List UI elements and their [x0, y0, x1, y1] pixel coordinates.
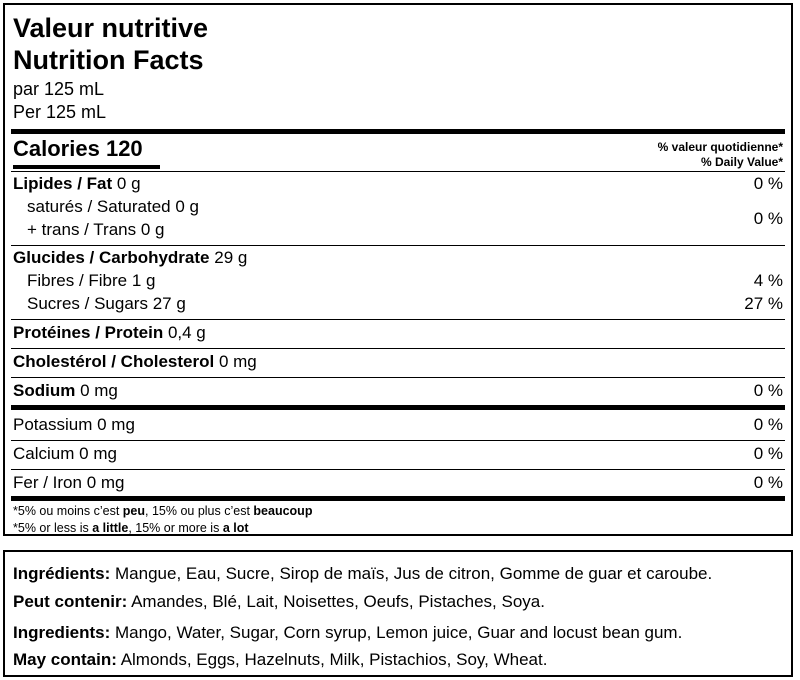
thick-divider-top: [11, 129, 785, 134]
sugars-label: Sucres / Sugars: [27, 294, 148, 313]
divider: [11, 245, 785, 246]
cholesterol-row: [13, 351, 257, 373]
footnote-fr-bold: peu: [122, 504, 146, 518]
divider: [11, 319, 785, 320]
fibre-amount: 1 g: [131, 271, 156, 290]
cholesterol-label: Cholestérol / Cholesterol: [13, 352, 215, 371]
contains-en-label: May contain:: [13, 650, 117, 669]
divider: [11, 171, 785, 172]
fibre-row: [27, 270, 156, 292]
divider: [11, 348, 785, 349]
sugars-amount: 27 g: [152, 294, 186, 313]
contains-fr-text: Amandes, Blé, Lait, Noisettes, Oeufs, Pistaches, Soya.: [127, 592, 545, 611]
divider: [11, 377, 785, 378]
fat-row: [13, 173, 141, 195]
divider: [11, 469, 785, 470]
fat-dv: 0 %: [753, 174, 783, 193]
sugars-row: [27, 293, 186, 315]
potassium-dv: 0 %: [753, 415, 783, 434]
fat-label: Lipides / Fat: [13, 174, 113, 193]
title-fr: Valeur nutritive: [13, 13, 209, 43]
calcium-label: Calcium: [13, 444, 75, 463]
fibre-dv: 4 %: [753, 271, 783, 290]
footnote-en-bold: a little: [92, 521, 129, 535]
contains-en: [13, 649, 547, 671]
footnote-en-text: *5% or less is: [13, 521, 93, 535]
sugars-dv: 27 %: [744, 294, 783, 313]
contains-en-text: Almonds, Eggs, Hazelnuts, Milk, Pistachios, Soy, Wheat.: [116, 650, 548, 669]
carb-row: [13, 247, 247, 269]
footnote-en-text: , 15% or more is: [128, 521, 223, 535]
footnote-fr: [13, 502, 312, 520]
sodium-label: Sodium: [13, 381, 76, 400]
saturated-amount: 0 g: [175, 197, 200, 216]
calories-value: 120: [105, 136, 143, 161]
calories-underline: [13, 165, 160, 169]
footnote-fr-text: , 15% ou plus c’est: [145, 504, 254, 518]
cholesterol-amount: 0 mg: [218, 352, 257, 371]
carb-amount: 29 g: [214, 248, 248, 267]
sodium-row: [13, 380, 118, 402]
divider: [11, 440, 785, 441]
ingredients-en-label: Ingredients:: [13, 623, 111, 642]
sodium-amount: 0 mg: [80, 381, 118, 400]
fibre-label: Fibres / Fibre: [27, 271, 128, 290]
serving-fr: par 125 mL: [13, 79, 105, 99]
calories-label: Calories: [13, 136, 100, 161]
iron-row: [13, 472, 125, 494]
dv-header-fr: % valeur quotidienne*: [657, 140, 783, 154]
footnote-fr-bold: beaucoup: [253, 504, 313, 518]
iron-label: Fer / Iron: [13, 473, 82, 492]
iron-dv: 0 %: [753, 473, 783, 492]
ingredients-fr-label: Ingrédients:: [13, 564, 111, 583]
trans-label: + trans / Trans: [27, 220, 137, 239]
trans-row: [27, 219, 165, 241]
ingredients-en: [13, 622, 682, 644]
footnote-en-bold: a lot: [222, 521, 249, 535]
contains-fr-label: Peut contenir:: [13, 592, 128, 611]
iron-amount: 0 mg: [86, 473, 125, 492]
potassium-amount: 0 mg: [97, 415, 135, 434]
footnote-fr-text: *5% ou moins c’est: [13, 504, 123, 518]
fat-amount: 0 g: [116, 174, 141, 193]
calories-row: [13, 136, 143, 162]
serving-en: Per 125 mL: [13, 102, 107, 122]
ingredients-fr-text: Mangue, Eau, Sucre, Sirop de maïs, Jus de citron, Gomme de guar et caroube.: [110, 564, 713, 583]
dv-header-en: % Daily Value*: [700, 155, 783, 169]
thick-divider-bottom: [11, 496, 785, 501]
ingredients-panel: [3, 550, 793, 677]
protein-amount: 0,4 g: [167, 323, 206, 342]
title-en: Nutrition Facts: [13, 45, 204, 75]
footnote-en: [13, 519, 249, 537]
potassium-label: Potassium: [13, 415, 93, 434]
carb-label: Glucides / Carbohydrate: [13, 248, 210, 267]
nutrition-facts-panel: [3, 3, 793, 536]
calcium-row: [13, 443, 117, 465]
saturated-row: [27, 196, 199, 218]
potassium-row: [13, 414, 135, 436]
trans-amount: 0 g: [140, 220, 165, 239]
contains-fr: [13, 591, 545, 613]
calcium-dv: 0 %: [753, 444, 783, 463]
ingredients-en-text: Mango, Water, Sugar, Corn syrup, Lemon juice, Guar and locust bean gum.: [110, 623, 683, 642]
ingredients-fr: [13, 563, 712, 585]
protein-label: Protéines / Protein: [13, 323, 164, 342]
calcium-amount: 0 mg: [79, 444, 117, 463]
thick-divider-mid: [11, 405, 785, 410]
saturated-label: saturés / Saturated: [27, 197, 171, 216]
sat-trans-dv: 0 %: [753, 209, 783, 228]
sodium-dv: 0 %: [753, 381, 783, 400]
protein-row: [13, 322, 206, 344]
